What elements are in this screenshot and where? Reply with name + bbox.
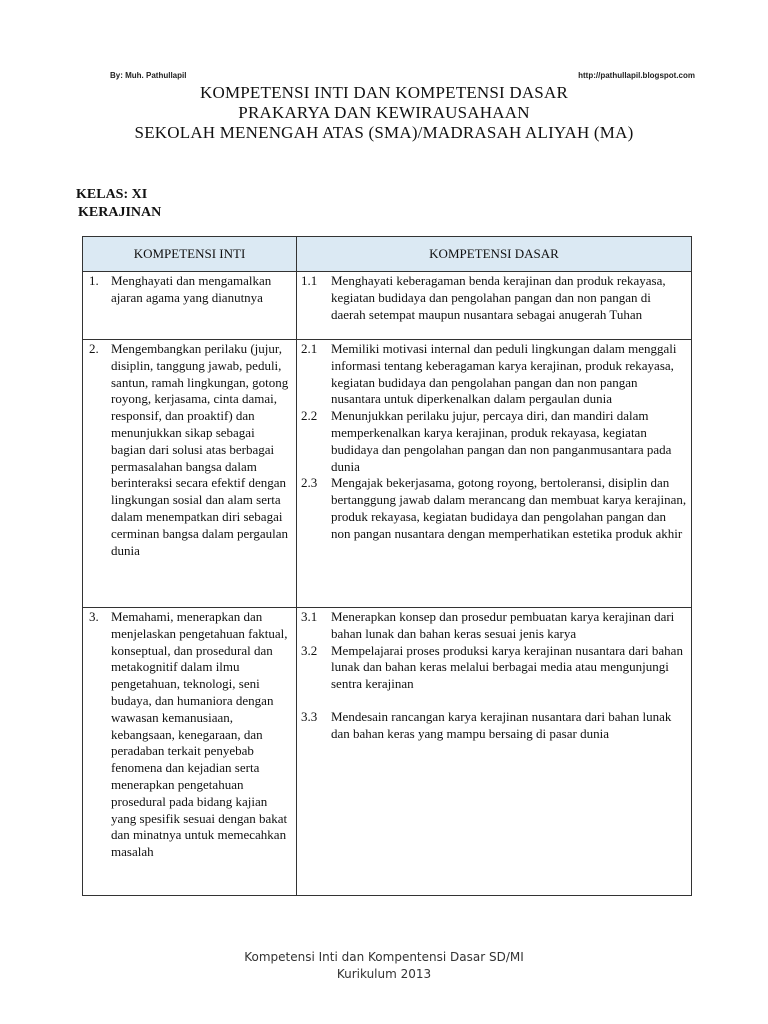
kd-text: Memiliki motivasi internal dan peduli lingkungan dalam menggali informasi tentang keberagaman karya kerajinan, produk rekayasa, kegiatan budidaya dan pengolahan pangan dan non pangan nusantara untuk diperkenalkan dalam pergaulan dunia [331,341,677,407]
kd-item [301,273,687,323]
kd-number: 2.2 [301,408,318,424]
table-header-row [83,237,692,272]
kd-number: 2.3 [301,475,318,491]
kd-cell [297,272,692,340]
class-info [76,186,161,222]
ki-cell [83,340,297,608]
footer-line-2: Kurikulum 2013 [336,967,432,981]
page-footer [0,949,768,983]
title-line-2: PRAKARYA DAN KEWIRAUSAHAAN [238,103,530,122]
kd-text: Menunjukkan perilaku jujur, percaya diri, dan mandiri dalam memperkenalkan karya kerajinan, produk rekayasa, kegiatan budidaya dan pengolahan pangan dan non panganmusantara pada dunia [331,408,672,474]
website-url: http://pathullapil.blogspot.com [578,71,695,80]
kd-text: Mengajak bekerjasama, gotong royong, bertoleransi, disiplin dan bertanggung jawab dalam merancang dan membuat karya kerajinan, produk rekayasa, kegiatan budidaya dan pengolahan pangan dan non pangan nusantara dengan memperhatikan estetika produk akhir [331,475,687,541]
kd-item [301,709,687,743]
header-kompetensi-dasar: KOMPETENSI DASAR [297,237,692,272]
kd-item [301,609,687,643]
ki-cell [83,272,297,340]
kd-item [301,341,687,408]
ki-text: Mengembangkan perilaku (jujur, disiplin, tanggung jawab, peduli, santun, ramah lingkungan, gotong royong, kerjasama, cinta damai, responsif, dan proaktif) dan menunjukkan sikap sebagai bagian dari solusi atas berbagai permasalahan bangsa dalam berinteraksi secara efektif dengan lingkungan sosial dan alam serta dalam menempatkan diri sebagai cerminan bangsa dalam pergaulan dunia [111,341,289,558]
kd-text: Menerapkan konsep dan prosedur pembuatan karya kerajinan dari bahan lunak dan bahan keras sesuai jenis karya [331,609,675,641]
kd-text: Menghayati keberagaman benda kerajinan dan produk rekayasa, kegiatan budidaya dan pengolahan pangan dan non pangan di daerah setempat maupun nusantara sebagai anugerah Tuhan [331,273,666,322]
kd-item [301,643,687,693]
kd-number: 1.1 [301,273,318,288]
ki-text: Memahami, menerapkan dan menjelaskan pengetahuan faktual, konseptual, dan prosedural dan metakognitif dalam ilmu pengetahuan, teknologi, seni budaya, dan humaniora dengan wawasan kemanusiaan, kebangsaan, kenegaraan, dan peradaban terkait penyebab fenomena dan kejadian serta menerapkan pengetahuan prosedural pada bidang kajian yang spesifik sesuai dengan bakat dan minatnya untuk memecahkan masalah [111,609,288,860]
header-kompetensi-inti: KOMPETENSI INTI [83,237,297,272]
table-row [83,340,692,608]
author-credit: By: Muh. Pathullapil [110,71,187,80]
class-label: KELAS: XI [76,187,148,202]
document-title [0,83,768,143]
title-line-3: SEKOLAH MENENGAH ATAS (SMA)/MADRASAH ALIYAH (MA) [134,123,634,142]
ki-number: 3. [89,609,99,624]
title-line-1: KOMPETENSI INTI DAN KOMPETENSI DASAR [200,83,568,102]
ki-number: 1. [89,273,99,288]
table-row [83,608,692,896]
kd-number: 3.3 [301,708,318,724]
table-row [83,272,692,340]
kd-number: 3.2 [301,642,318,658]
ki-cell [83,608,297,896]
kd-cell [297,340,692,608]
kd-number: 2.1 [301,341,318,356]
kd-item [301,408,687,475]
competency-table [82,236,692,896]
kd-text: Mendesain rancangan karya kerajinan nusantara dari bahan lunak dan bahan keras yang mampu bersaing di pasar dunia [331,708,672,741]
kd-number: 3.1 [301,609,318,624]
kd-cell [297,608,692,896]
footer-line-1: Kompetensi Inti dan Kompentensi Dasar SD/MI [244,950,524,964]
kd-item [301,475,687,542]
kd-text: Mempelajarai proses produksi karya kerajinan nusantara dari bahan lunak dan bahan keras melalui berbagai media atau mengunjungi sentra kerajinan [331,642,683,692]
ki-text: Menghayati dan mengamalkan ajaran agama yang dianutnya [111,273,272,305]
subject-label: KERAJINAN [78,205,162,220]
ki-number: 2. [89,341,99,356]
